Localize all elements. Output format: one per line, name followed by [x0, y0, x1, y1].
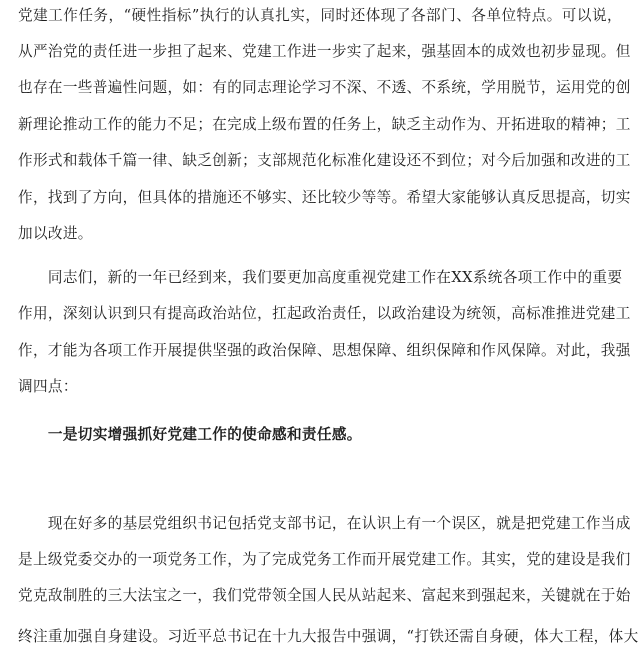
text-line: 党建工作任务，“硬性指标”执行的认真扎实，同时还体现了各部门、各单位特点。可以说，	[18, 7, 622, 24]
section-heading: 一是切实增强抓好党建工作的使命感和责任感。	[18, 426, 362, 443]
text-line: 党克敌制胜的三大法宝之一，我们党带领全国人民从站起来、富起来到强起来，关键就在于始	[18, 587, 631, 604]
text-line: 同志们，新的一年已经到来，我们要更加高度重视党建工作在XX系统各项工作中的重要	[18, 269, 623, 286]
text-line: 作用，深刻认识到只有提高政治站位，扛起政治责任，以政治建设为统领，高标准推进党建工	[18, 305, 631, 322]
text-line: 也存在一些普遍性问题，如：有的同志理论学习不深、不透、不系统，学用脱节，运用党的创	[18, 79, 631, 96]
text-line: 现在好多的基层党组织书记包括党支部书记，在认识上有一个误区，就是把党建工作当成	[18, 515, 631, 532]
text-line: 作形式和载体千篇一律、缺乏创新；支部规范化标准化建设还不到位；对今后加强和改进的工	[18, 152, 631, 169]
text-line: 新理论推动工作的能力不足；在完成上级布置的任务上，缺乏主动作为、开拓进取的精神；工	[18, 116, 631, 133]
text-line: 终注重加强自身建设。习近平总书记在十九大报告中强调，“打铁还需自身硬，体大工程，体大	[18, 628, 639, 645]
text-line: 从严治党的责任进一步担了起来、党建工作进一步实了起来，强基固本的成效也初步显现。但	[18, 43, 631, 60]
text-line: 作，找到了方向，但具体的措施还不够实、还比较少等等。希望大家能够认真反思提高，切实	[18, 189, 631, 206]
text-line: 作，才能为各项工作开展提供坚强的政治保障、思想保障、组织保障和作风保障。对此，我强	[18, 342, 631, 359]
text-line: 调四点：	[18, 378, 78, 395]
text-line: 加以改进。	[18, 225, 93, 242]
text-line: 是上级党委交办的一项党务工作，为了完成党务工作而开展党建工作。其实，党的建设是我们	[18, 551, 631, 568]
